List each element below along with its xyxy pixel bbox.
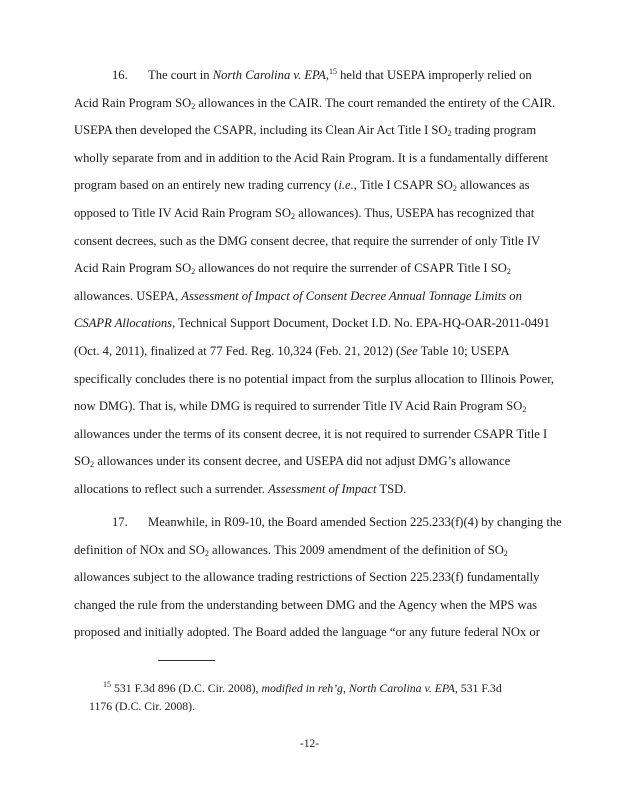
text-line: proposed and initially adopted. The Board added the language “or any future federal NOx or <box>74 625 540 640</box>
text-line: USEPA then developed the CSAPR, including its Clean Air Act Title I $SO_2$ trading program <box>74 123 537 139</box>
text-line: definition of NOx and $SO_2$ allowances. This 2009 amendment of the definition of $SO_2$ <box>74 542 508 558</box>
page-number: -12- <box>299 738 320 750</box>
text-line: specifically concludes there is no potential impact from the surplus allocation to Illinois Power, <box>74 371 555 386</box>
footnote-line: $^{15}$ 531 F.3d 896 (D.C. Cir. 2008), modified in reh’g, North Carolina v. EPA, 531 F.3d <box>103 680 502 695</box>
text-line: allowances. USEPA, Assessment of Impact of Consent Decree Annual Tonnage Limits on <box>74 288 522 303</box>
paragraph-text: The court in North Carolina v. EPA,$^{15}$ held that USEPA improperly relied on <box>148 67 532 82</box>
text-line: CSAPR Allocations, Technical Support Document, Docket I.D. No. EPA-HQ-OAR-2011-0491 <box>74 316 550 331</box>
text-line: allowances subject to the allowance trading restrictions of Section 225.233(f) fundamentally <box>74 570 540 585</box>
paragraph-number: 17. <box>112 515 128 529</box>
text-line: allowances under the terms of its consent decree, it is not required to surrender CSAPR Title I <box>74 426 548 441</box>
text-line: now DMG). That is, while DMG is required to surrender Title IV Acid Rain Program $SO_2$ <box>74 399 527 415</box>
text-line: $SO_2$ allowances under its consent decree, and USEPA did not adjust DMG’s allowance <box>74 454 511 470</box>
text-line: wholly separate from and in addition to the Acid Rain Program. It is a fundamentally different <box>74 150 549 165</box>
footnote-divider <box>158 660 215 661</box>
footnote-marker: 15 <box>103 680 111 689</box>
footnote-line: 1176 (D.C. Cir. 2008). <box>89 699 196 713</box>
text-line: allocations to reflect such a surrender. Assessment of Impact TSD. <box>74 482 407 496</box>
text-line: changed the rule from the understanding between DMG and the Agency when the MPS was <box>74 597 538 612</box>
paragraph-text: Meanwhile, in R09-10, the Board amended Section 225.233(f)(4) by changing the <box>148 515 562 529</box>
text-line: opposed to Title IV Acid Rain Program $SO_2$ allowances). Thus, USEPA has recognized that <box>74 206 535 221</box>
text-line: (Oct. 4, 2011), finalized at 77 Fed. Reg. 10,324 (Feb. 21, 2012) (See Table 10; USEPA <box>74 344 510 358</box>
text-line: consent decrees, such as the DMG consent decree, that require the surrender of only Title IV <box>74 233 541 248</box>
text-line: Acid Rain Program $SO_2$ allowances do not require the surrender of CSAPR Title I $SO_2$ <box>74 261 511 277</box>
paragraph-number: 16. <box>112 68 128 82</box>
text-line: program based on an entirely new trading currency (i.e., Title I CSAPR $SO_2$ allowances as <box>74 178 530 194</box>
text-line: Acid Rain Program $SO_2$ allowances in the CAIR. The court remanded the entirety of the CAIR. <box>74 95 556 111</box>
